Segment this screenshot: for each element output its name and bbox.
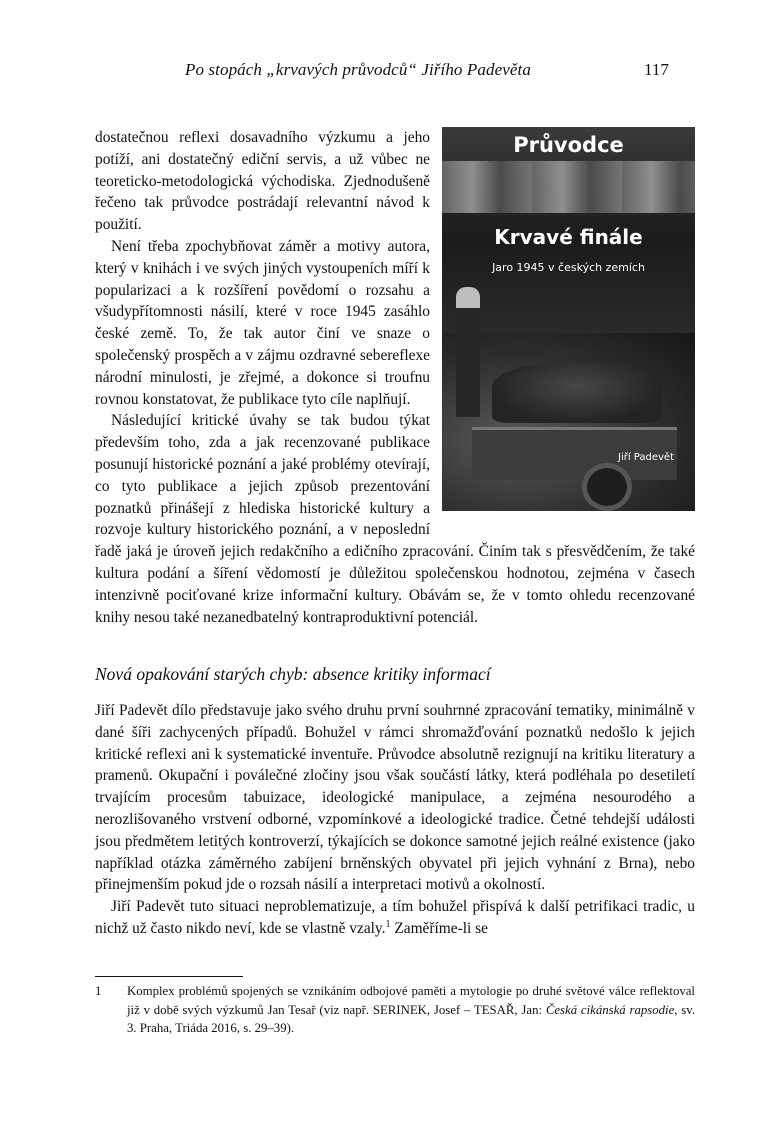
- cover-title-main: Krvavé finále: [494, 225, 643, 249]
- footnote-text: [127, 982, 695, 1038]
- cover-title-top: Průvodce: [513, 133, 624, 157]
- page-number: 117: [644, 60, 669, 79]
- footnote-book-title: Česká cikánská rapsodie: [545, 1002, 675, 1017]
- cover-author: Jiří Padevět: [618, 452, 674, 463]
- intro-text-block: [95, 127, 695, 628]
- footnote-text-part: , sv. 3. Praha, Triáda 2016, s. 29–39).: [127, 1002, 696, 1035]
- paragraph: Není třeba zpochybňovat záměr a motivy autora, který v knihách i ve svých jiných vystoupeních míří k popularizaci a k rozšíření povědomí o rozsahu a všudypřítomnosti násilí, které v roce 1945 zasáhlo české země. To, že tak autor činí ve snaze o společenský prospěch a v zájmu ozdravné sebereflexe národní minulosti, je zřejmé, a dokonce si troufnu rovnou konstatovat, že publikace tyto cíle naplňují.: [95, 237, 430, 408]
- paragraph: [95, 896, 695, 940]
- running-title: Po stopách „krvavých průvodců“ Jiřího Padevěta: [185, 60, 531, 79]
- paragraph: Následující kritické úvahy se tak budou týkat především toho, zda a jak recenzované publikace posunují historické poznání a jaké problémy otevírají, co tyto publikace a jejich způsob prezentování poznatků přinášejí z hlediska historické kultury a rozvoje kultury historického poznání, a v neposlední řadě jaká je úroveň jejich redakčního a edičního zpracování. Činím tak s přesvědčením, že také kultura podání a šíření vědomostí je důležitou společenskou hodnotou, zejména v časech intenzivně pociťované krize informační kultury. Obávám se, že v tomto ohledu recenzované knihy nesou také nezanedbatelný kontraproduktivní potenciál.: [95, 412, 695, 626]
- cover-photo-wheel: [582, 463, 632, 511]
- footnote-reference: 1: [385, 918, 391, 930]
- paragraph-text: Jiří Padevět tuto situaci neproblematizuje, a tím bohužel přispívá k další petrifikaci tradic, u nichž už často nikdo neví, kde se vlastně vzaly.: [95, 898, 695, 937]
- cover-photo-heap: [492, 363, 662, 423]
- footnote-rule: [95, 976, 243, 977]
- paragraph: dostatečnou reflexi dosavadního výzkumu a jeho potíží, ani dostatečný ediční servis, a už vůbec ne teoreticko-metodologická východiska. Zjednodušeně řečeno tak průvodce postrádají relevantní návod k použití.: [95, 129, 430, 234]
- book-cover-image: [442, 127, 695, 511]
- footnote-text-part: Komplex problémů spojených se vznikáním odbojové paměti a mytologie po druhé světové válce reflektoval již v době svých výzkumů Jan Tesař (viz např. SERINEK, Josef – TESAŘ, Jan:: [127, 984, 695, 1017]
- cover-photo-strip: [442, 161, 695, 213]
- cover-subtitle: Jaro 1945 v českých zemích: [492, 261, 645, 274]
- paragraph: Jiří Padevět dílo představuje jako svého druhu první souhrnné zpracování tematiky, minimálně v dané šíři zachycených případů. Bohužel v rámci shromažďování poznatků nedošlo k jejich kritické reflexi ani k systematické inventuře. Průvodce absolutně rezignují na kritiku literatury a pramenů. Okupační i poválečné zločiny jsou však součástí látky, která podléhala po desetiletí trvajícím procesům tabuizace, ideologické manipulace, a zejména nesourodého a nerozlišovaného vrstvení odborné, vzpomínkové a ideologické tradice. Četné tehdejší události jsou předmětem letitých kontroverzí, týkajících se dokonce samotné jejich reálné existence (jako například otázka záměrného zabíjení brněnských obyvatel při jejich vyhnání z Brna), nebo přinejmenším pokud jde o rozsah násilí a interpretaci motivů a okolností.: [95, 702, 695, 894]
- footnote: [95, 982, 695, 1038]
- paragraph-text: Zaměříme-li se: [390, 919, 488, 937]
- section-text-block: [95, 700, 695, 940]
- section-heading: Nová opakování starých chyb: absence kritiky informací: [95, 664, 491, 684]
- footnote-number: 1: [95, 984, 102, 998]
- cover-photo-figure: [456, 287, 480, 417]
